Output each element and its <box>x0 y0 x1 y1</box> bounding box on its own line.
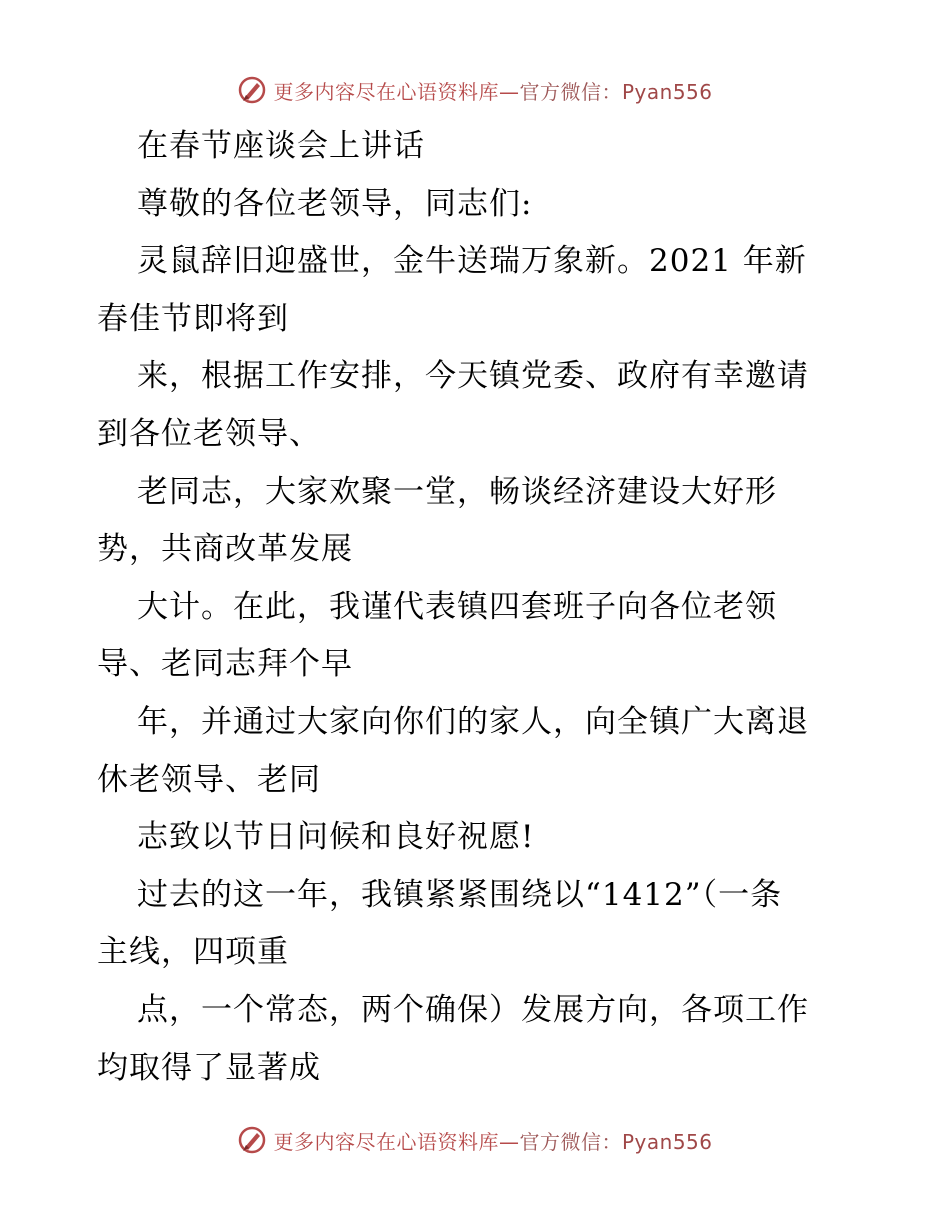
watermark-separator: — <box>498 79 520 104</box>
watermark-text: 更多内容尽在心语资料库 <box>273 79 499 104</box>
document-line: 年，并通过大家向你们的家人，向全镇广大离退 <box>137 703 809 740</box>
document-line: 均取得了显著成 <box>97 1049 321 1086</box>
watermark-account: Pyan556 <box>621 79 713 104</box>
document-line: 过去的这一年，我镇紧紧围绕以“1412”（一条 <box>137 876 783 913</box>
document-line: 老同志，大家欢聚一堂，畅谈经济建设大好形 <box>137 473 777 510</box>
header-watermark <box>0 70 950 110</box>
footer-watermark <box>0 1120 950 1160</box>
document-body <box>97 118 857 1097</box>
document-line: 主线，四项重 <box>97 934 289 971</box>
document-line: 势，共商改革发展 <box>97 531 353 568</box>
watermark-separator: — <box>498 1129 520 1154</box>
document-line: 来，根据工作安排，今天镇党委、政府有幸邀请 <box>137 358 809 395</box>
watermark-label: 官方微信： <box>519 79 622 104</box>
watermark-text: 更多内容尽在心语资料库 <box>273 1129 499 1154</box>
document-line: 导、老同志拜个早 <box>97 646 353 683</box>
document-line: 灵鼠辞旧迎盛世，金牛送瑞万象新。2021 年新 <box>137 243 807 280</box>
document-line: 休老领导、老同 <box>97 761 321 798</box>
document-line: 大计。在此，我谨代表镇四套班子向各位老领 <box>137 588 777 625</box>
watermark-label: 官方微信： <box>519 1129 622 1154</box>
watermark-account: Pyan556 <box>621 1129 713 1154</box>
document-line: 春佳节即将到 <box>97 300 289 337</box>
document-line: 尊敬的各位老领导，同志们: <box>137 185 533 222</box>
pen-logo-icon <box>237 1125 267 1155</box>
document-line: 志致以节日问候和良好祝愿! <box>137 819 535 856</box>
document-line: 点，一个常态，两个确保）发展方向，各项工作 <box>137 991 809 1028</box>
document-line: 到各位老领导、 <box>97 415 321 452</box>
document-line: 在春节座谈会上讲话 <box>137 128 425 164</box>
pen-logo-icon <box>237 75 267 105</box>
